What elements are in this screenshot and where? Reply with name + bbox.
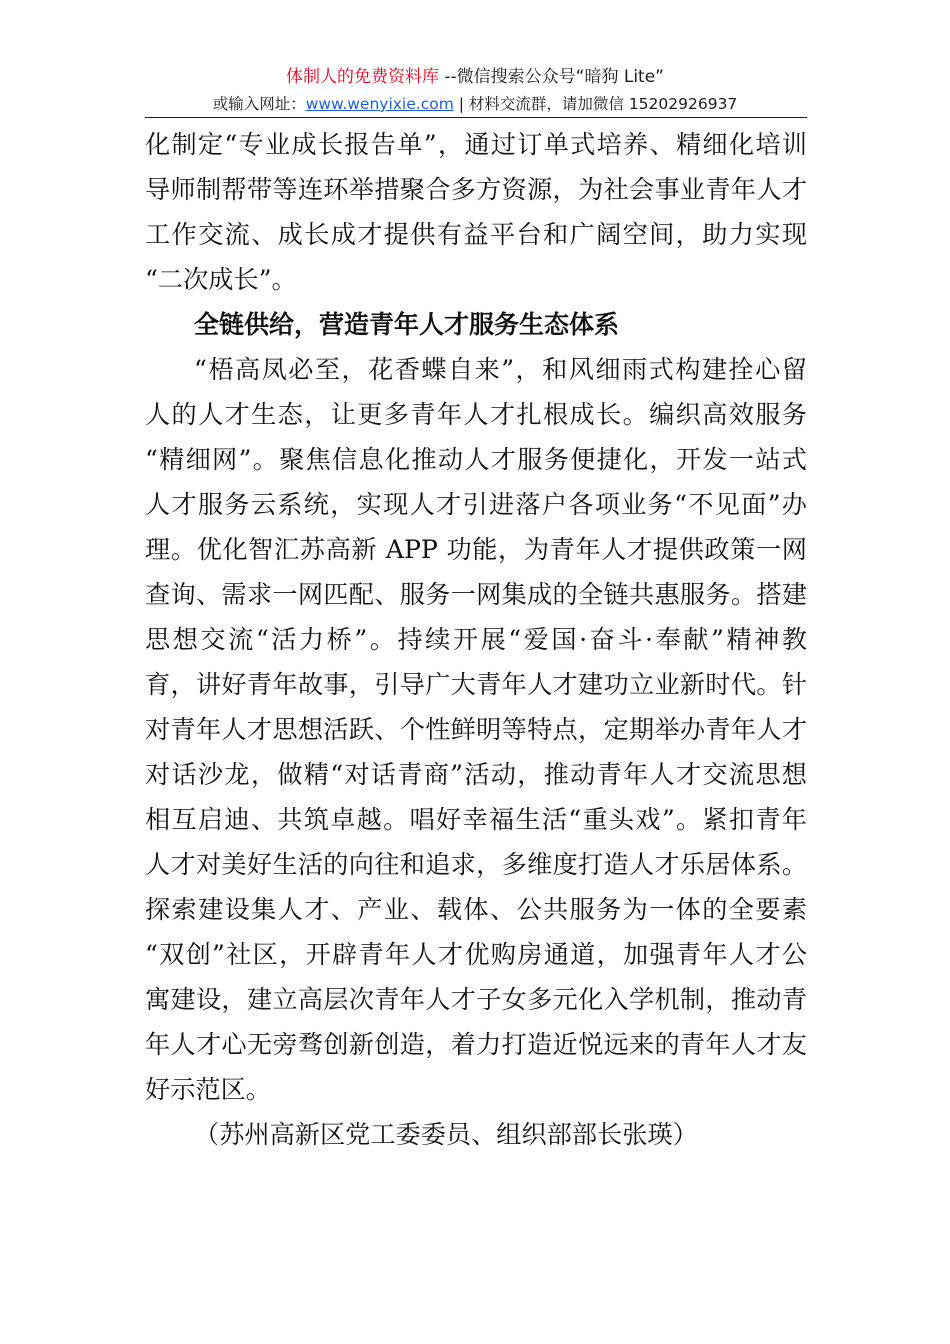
header-url-link[interactable]: www.wenyixie.com xyxy=(305,95,454,113)
header-line2-suffix: | 材料交流群，请加微信 15202926937 xyxy=(453,95,738,113)
header-brand: 体制人的免费资料库 xyxy=(285,67,439,87)
paragraph-line: 思想交流“活力桥”。持续开展“爱国·奋斗·奉献”精神教 xyxy=(145,625,807,654)
header-divider xyxy=(145,117,807,118)
paragraph-line: “梧高凤必至，花香蝶自来”，和风细雨式构建拴心留 xyxy=(194,355,807,384)
paragraph-line: 导师制帮带等连环举措聚合多方资源，为社会事业青年人才 xyxy=(145,175,807,204)
paragraph-line: 探索建设集人才、产业、载体、公共服务为一体的全要素 xyxy=(145,895,807,924)
paragraph-line: 人的人才生态，让更多青年人才扎根成长。编织高效服务 xyxy=(145,400,807,429)
paragraph-line: 查询、需求一网匹配、服务一网集成的全链共惠服务。搭建 xyxy=(145,580,807,609)
paragraph-line: 人才对美好生活的向往和追求，多维度打造人才乐居体系。 xyxy=(145,850,807,879)
paragraph-line: 相互启迪、共筑卓越。唱好幸福生活“重头戏”。紧扣青年 xyxy=(145,805,807,834)
paragraph-line: 育，讲好青年故事，引导广大青年人才建功立业新时代。针 xyxy=(145,670,807,699)
paragraph-line: 人才服务云系统，实现人才引进落户各项业务“不见面”办 xyxy=(145,490,807,519)
header-line2-prefix: 或输入网址： xyxy=(212,95,306,113)
header-contact xyxy=(145,94,805,114)
paragraph-line: “二次成长”。 xyxy=(145,265,297,294)
paragraph-line: 对青年人才思想活跃、个性鲜明等特点，定期举办青年人才 xyxy=(145,715,807,744)
section-heading: 全链供给，营造青年人才服务生态体系 xyxy=(194,310,620,339)
paragraph-line: 寓建设，建立高层次青年人才子女多元化入学机制，推动青 xyxy=(145,985,807,1014)
paragraph-line: 理。优化智汇苏高新 APP 功能，为青年人才提供政策一网 xyxy=(145,535,807,564)
paragraph-line: 对话沙龙，做精“对话青商”活动，推动青年人才交流思想 xyxy=(145,760,807,789)
header-banner xyxy=(145,66,805,88)
paragraph-line: “精细网”。聚焦信息化推动人才服务便捷化，开发一站式 xyxy=(145,445,807,474)
paragraph-line: “双创”社区，开辟青年人才优购房通道，加强青年人才公 xyxy=(145,940,807,969)
paragraph-line: 化制定“专业成长报告单”，通过订单式培养、精细化培训 xyxy=(145,130,807,159)
paragraph-line: 工作交流、成长成才提供有益平台和广阔空间，助力实现 xyxy=(145,220,807,249)
header-suffix: --微信搜索公众号“暗狗 Lite” xyxy=(438,67,664,87)
author-signature: （苏州高新区党工委委员、组织部部长张瑛） xyxy=(194,1120,698,1149)
paragraph-line: 好示范区。 xyxy=(145,1075,271,1104)
paragraph-line: 年人才心无旁骛创新创造，着力打造近悦远来的青年人才友 xyxy=(145,1030,807,1059)
